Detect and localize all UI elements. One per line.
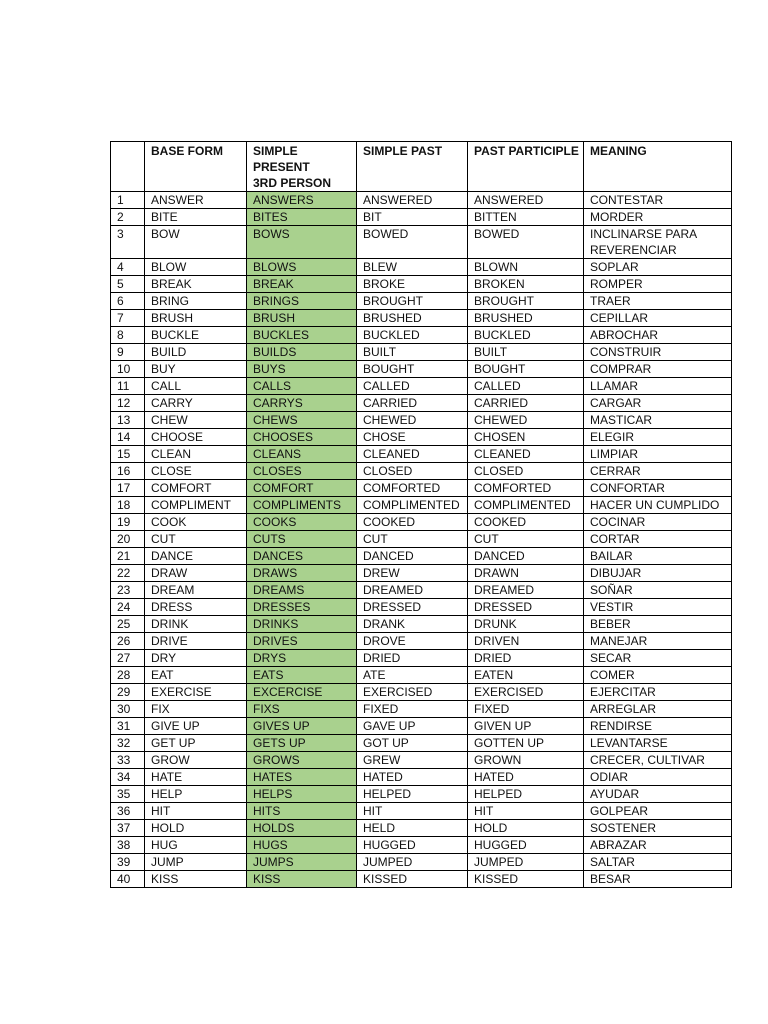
row-number: 9 <box>111 344 145 361</box>
simple-past-cell: ANSWERED <box>357 192 468 209</box>
meaning-cell: CONTESTAR <box>584 192 732 209</box>
simple-past-cell: CUT <box>357 531 468 548</box>
base-form-cell: CHOOSE <box>145 429 247 446</box>
simple-present-cell: BUCKLES <box>247 327 357 344</box>
base-form-cell: DRIVE <box>145 633 247 650</box>
base-form-cell: CHEW <box>145 412 247 429</box>
simple-past-cell: EXERCISED <box>357 684 468 701</box>
simple-present-cell: HUGS <box>247 837 357 854</box>
table-row <box>111 209 732 226</box>
table-row <box>111 650 732 667</box>
base-form-cell: HIT <box>145 803 247 820</box>
table-row <box>111 701 732 718</box>
simple-past-cell: COMFORTED <box>357 480 468 497</box>
row-number: 10 <box>111 361 145 378</box>
row-number: 6 <box>111 293 145 310</box>
row-number: 13 <box>111 412 145 429</box>
table-row <box>111 565 732 582</box>
simple-past-cell: BOUGHT <box>357 361 468 378</box>
simple-past-cell: BROKE <box>357 276 468 293</box>
simple-past-cell: BUILT <box>357 344 468 361</box>
simple-past-cell: DREAMED <box>357 582 468 599</box>
past-participle-cell: GROWN <box>468 752 584 769</box>
row-number: 21 <box>111 548 145 565</box>
base-form-cell: GIVE UP <box>145 718 247 735</box>
header-simple-past: SIMPLE PAST <box>357 142 468 192</box>
table-row <box>111 633 732 650</box>
simple-past-cell: CALLED <box>357 378 468 395</box>
base-form-cell: BUY <box>145 361 247 378</box>
table-row <box>111 837 732 854</box>
simple-past-cell: GREW <box>357 752 468 769</box>
row-number: 29 <box>111 684 145 701</box>
meaning-cell: ABRAZAR <box>584 837 732 854</box>
header-base-form: BASE FORM <box>145 142 247 192</box>
simple-present-cell: DRYS <box>247 650 357 667</box>
meaning-cell: BAILAR <box>584 548 732 565</box>
meaning-cell: BESAR <box>584 871 732 888</box>
row-number: 40 <box>111 871 145 888</box>
row-number: 38 <box>111 837 145 854</box>
meaning-cell: GOLPEAR <box>584 803 732 820</box>
simple-present-cell: EATS <box>247 667 357 684</box>
meaning-cell: MASTICAR <box>584 412 732 429</box>
table-row <box>111 497 732 514</box>
base-form-cell: KISS <box>145 871 247 888</box>
base-form-cell: EXERCISE <box>145 684 247 701</box>
past-participle-cell: COMFORTED <box>468 480 584 497</box>
base-form-cell: BRUSH <box>145 310 247 327</box>
base-form-cell: CARRY <box>145 395 247 412</box>
row-number: 3 <box>111 226 145 259</box>
past-participle-cell: CHOSEN <box>468 429 584 446</box>
past-participle-cell: HIT <box>468 803 584 820</box>
past-participle-cell: DRIVEN <box>468 633 584 650</box>
table-row <box>111 327 732 344</box>
meaning-cell: LEVANTARSE <box>584 735 732 752</box>
meaning-cell: SALTAR <box>584 854 732 871</box>
base-form-cell: CALL <box>145 378 247 395</box>
simple-present-cell: KISS <box>247 871 357 888</box>
row-number: 18 <box>111 497 145 514</box>
base-form-cell: COMPLIMENT <box>145 497 247 514</box>
row-number: 16 <box>111 463 145 480</box>
header-simple-present-line-2: PRESENT <box>253 160 310 174</box>
simple-past-cell: BOWED <box>357 226 468 259</box>
simple-present-cell: HITS <box>247 803 357 820</box>
past-participle-cell: DRIED <box>468 650 584 667</box>
meaning-cell: CERRAR <box>584 463 732 480</box>
simple-present-cell: DRIVES <box>247 633 357 650</box>
table-row <box>111 582 732 599</box>
row-number: 4 <box>111 259 145 276</box>
meaning-cell: COMER <box>584 667 732 684</box>
past-participle-cell: BRUSHED <box>468 310 584 327</box>
base-form-cell: BLOW <box>145 259 247 276</box>
meaning-cell: MORDER <box>584 209 732 226</box>
table-row <box>111 735 732 752</box>
verb-conjugation-table <box>110 141 732 888</box>
base-form-cell: BRING <box>145 293 247 310</box>
simple-present-cell: DREAMS <box>247 582 357 599</box>
table-row <box>111 463 732 480</box>
base-form-cell: EAT <box>145 667 247 684</box>
simple-past-cell: HELD <box>357 820 468 837</box>
table-row <box>111 192 732 209</box>
row-number: 37 <box>111 820 145 837</box>
simple-present-cell: CHOOSES <box>247 429 357 446</box>
past-participle-cell: EXERCISED <box>468 684 584 701</box>
simple-past-cell: BIT <box>357 209 468 226</box>
row-number: 28 <box>111 667 145 684</box>
past-participle-cell: BOUGHT <box>468 361 584 378</box>
past-participle-cell: COOKED <box>468 514 584 531</box>
simple-past-cell: DRANK <box>357 616 468 633</box>
past-participle-cell: CUT <box>468 531 584 548</box>
simple-present-cell: HOLDS <box>247 820 357 837</box>
simple-present-cell: COOKS <box>247 514 357 531</box>
meaning-cell: SOÑAR <box>584 582 732 599</box>
simple-past-cell: DREW <box>357 565 468 582</box>
meaning-cell: COCINAR <box>584 514 732 531</box>
table-row <box>111 820 732 837</box>
simple-past-cell: BROUGHT <box>357 293 468 310</box>
meaning-cell: LLAMAR <box>584 378 732 395</box>
meaning-cell: RENDIRSE <box>584 718 732 735</box>
past-participle-cell: GOTTEN UP <box>468 735 584 752</box>
simple-past-cell: GAVE UP <box>357 718 468 735</box>
table-row <box>111 293 732 310</box>
table-row <box>111 446 732 463</box>
table-row <box>111 344 732 361</box>
header-simple-present <box>247 142 357 192</box>
meaning-cell: ODIAR <box>584 769 732 786</box>
table-row <box>111 226 732 259</box>
meaning-cell: COMPRAR <box>584 361 732 378</box>
row-number: 8 <box>111 327 145 344</box>
meaning-cell: SOSTENER <box>584 820 732 837</box>
simple-present-cell: HELPS <box>247 786 357 803</box>
base-form-cell: BUCKLE <box>145 327 247 344</box>
past-participle-cell: KISSED <box>468 871 584 888</box>
row-number: 27 <box>111 650 145 667</box>
past-participle-cell: DANCED <box>468 548 584 565</box>
base-form-cell: BUILD <box>145 344 247 361</box>
row-number: 15 <box>111 446 145 463</box>
past-participle-cell: HOLD <box>468 820 584 837</box>
simple-present-cell: GIVES UP <box>247 718 357 735</box>
table-row <box>111 378 732 395</box>
meaning-cell: HACER UN CUMPLIDO <box>584 497 732 514</box>
base-form-cell: DRAW <box>145 565 247 582</box>
past-participle-cell: BROKEN <box>468 276 584 293</box>
past-participle-cell: FIXED <box>468 701 584 718</box>
row-number: 33 <box>111 752 145 769</box>
table-row <box>111 599 732 616</box>
simple-past-cell: DRESSED <box>357 599 468 616</box>
base-form-cell: FIX <box>145 701 247 718</box>
past-participle-cell: CARRIED <box>468 395 584 412</box>
past-participle-cell: BLOWN <box>468 259 584 276</box>
table-row <box>111 871 732 888</box>
past-participle-cell: HELPED <box>468 786 584 803</box>
table-row <box>111 548 732 565</box>
simple-past-cell: DROVE <box>357 633 468 650</box>
simple-past-cell: CHEWED <box>357 412 468 429</box>
past-participle-cell: EATEN <box>468 667 584 684</box>
simple-past-cell: ATE <box>357 667 468 684</box>
meaning-cell: ROMPER <box>584 276 732 293</box>
base-form-cell: DANCE <box>145 548 247 565</box>
simple-present-cell: BITES <box>247 209 357 226</box>
meaning-cell: SECAR <box>584 650 732 667</box>
table-body <box>111 192 732 888</box>
row-number: 14 <box>111 429 145 446</box>
simple-present-cell: COMPLIMENTS <box>247 497 357 514</box>
past-participle-cell: ANSWERED <box>468 192 584 209</box>
row-number: 22 <box>111 565 145 582</box>
past-participle-cell: DREAMED <box>468 582 584 599</box>
base-form-cell: BITE <box>145 209 247 226</box>
base-form-cell: CLEAN <box>145 446 247 463</box>
base-form-cell: BREAK <box>145 276 247 293</box>
base-form-cell: COOK <box>145 514 247 531</box>
past-participle-cell: CLOSED <box>468 463 584 480</box>
header-simple-present-line-3: 3RD PERSON <box>253 176 332 190</box>
base-form-cell: GROW <box>145 752 247 769</box>
row-number: 36 <box>111 803 145 820</box>
table-row <box>111 310 732 327</box>
simple-present-cell: FIXS <box>247 701 357 718</box>
simple-present-cell: COMFORT <box>247 480 357 497</box>
simple-present-cell: CARRYS <box>247 395 357 412</box>
simple-past-cell: HATED <box>357 769 468 786</box>
past-participle-cell: CHEWED <box>468 412 584 429</box>
row-number: 30 <box>111 701 145 718</box>
meaning-cell: VESTIR <box>584 599 732 616</box>
row-number: 23 <box>111 582 145 599</box>
header-past-participle: PAST PARTICIPLE <box>468 142 584 192</box>
past-participle-cell: CLEANED <box>468 446 584 463</box>
simple-present-cell: DRESSES <box>247 599 357 616</box>
simple-present-cell: JUMPS <box>247 854 357 871</box>
table-row <box>111 531 732 548</box>
row-number: 20 <box>111 531 145 548</box>
meaning-cell: ARREGLAR <box>584 701 732 718</box>
base-form-cell: CLOSE <box>145 463 247 480</box>
meaning-cell: ELEGIR <box>584 429 732 446</box>
base-form-cell: DREAM <box>145 582 247 599</box>
meaning-cell: CONSTRUIR <box>584 344 732 361</box>
simple-present-cell: GETS UP <box>247 735 357 752</box>
past-participle-cell: HUGGED <box>468 837 584 854</box>
simple-past-cell: CHOSE <box>357 429 468 446</box>
simple-past-cell: CLEANED <box>357 446 468 463</box>
row-number: 32 <box>111 735 145 752</box>
row-number: 17 <box>111 480 145 497</box>
base-form-cell: HELP <box>145 786 247 803</box>
base-form-cell: DRINK <box>145 616 247 633</box>
simple-present-cell: DRINKS <box>247 616 357 633</box>
row-number: 26 <box>111 633 145 650</box>
row-number: 7 <box>111 310 145 327</box>
base-form-cell: COMFORT <box>145 480 247 497</box>
table-row <box>111 803 732 820</box>
base-form-cell: HATE <box>145 769 247 786</box>
simple-past-cell: COOKED <box>357 514 468 531</box>
base-form-cell: HUG <box>145 837 247 854</box>
row-number: 24 <box>111 599 145 616</box>
row-number: 5 <box>111 276 145 293</box>
row-number: 39 <box>111 854 145 871</box>
simple-past-cell: HIT <box>357 803 468 820</box>
meaning-cell: DIBUJAR <box>584 565 732 582</box>
past-participle-cell: COMPLIMENTED <box>468 497 584 514</box>
simple-present-cell: DANCES <box>247 548 357 565</box>
past-participle-cell: BROUGHT <box>468 293 584 310</box>
simple-past-cell: BRUSHED <box>357 310 468 327</box>
past-participle-cell: BUCKLED <box>468 327 584 344</box>
row-number: 25 <box>111 616 145 633</box>
simple-present-cell: ANSWERS <box>247 192 357 209</box>
past-participle-cell: DRAWN <box>468 565 584 582</box>
simple-past-cell: BLEW <box>357 259 468 276</box>
table-row <box>111 429 732 446</box>
meaning-cell: LIMPIAR <box>584 446 732 463</box>
meaning-cell: CARGAR <box>584 395 732 412</box>
table-row <box>111 480 732 497</box>
simple-past-cell: DANCED <box>357 548 468 565</box>
simple-present-cell: CHEWS <box>247 412 357 429</box>
table-row <box>111 854 732 871</box>
past-participle-cell: GIVEN UP <box>468 718 584 735</box>
table-row <box>111 769 732 786</box>
past-participle-cell: CALLED <box>468 378 584 395</box>
simple-present-cell: BOWS <box>247 226 357 259</box>
past-participle-cell: HATED <box>468 769 584 786</box>
simple-present-cell: BRINGS <box>247 293 357 310</box>
meaning-cell: TRAER <box>584 293 732 310</box>
table-header-row <box>111 142 732 192</box>
simple-present-cell: DRAWS <box>247 565 357 582</box>
past-participle-cell: DRESSED <box>468 599 584 616</box>
row-number: 12 <box>111 395 145 412</box>
meaning-cell: CONFORTAR <box>584 480 732 497</box>
table-row <box>111 786 732 803</box>
row-number: 31 <box>111 718 145 735</box>
base-form-cell: GET UP <box>145 735 247 752</box>
simple-past-cell: COMPLIMENTED <box>357 497 468 514</box>
base-form-cell: DRY <box>145 650 247 667</box>
header-meaning: MEANING <box>584 142 732 192</box>
table-row <box>111 259 732 276</box>
simple-past-cell: BUCKLED <box>357 327 468 344</box>
simple-past-cell: FIXED <box>357 701 468 718</box>
row-number: 35 <box>111 786 145 803</box>
past-participle-cell: BOWED <box>468 226 584 259</box>
simple-present-cell: CLEANS <box>247 446 357 463</box>
table-row <box>111 616 732 633</box>
base-form-cell: JUMP <box>145 854 247 871</box>
meaning-cell: EJERCITAR <box>584 684 732 701</box>
table-row <box>111 684 732 701</box>
base-form-cell: BOW <box>145 226 247 259</box>
simple-past-cell: HELPED <box>357 786 468 803</box>
meaning-cell: MANEJAR <box>584 633 732 650</box>
table-row <box>111 412 732 429</box>
simple-present-cell: CLOSES <box>247 463 357 480</box>
table-row <box>111 514 732 531</box>
simple-present-cell: EXCERCISE <box>247 684 357 701</box>
row-number: 34 <box>111 769 145 786</box>
meaning-cell: INCLINARSE PARA REVERENCIAR <box>584 226 732 259</box>
simple-past-cell: HUGGED <box>357 837 468 854</box>
simple-present-cell: BREAK <box>247 276 357 293</box>
meaning-cell: CEPILLAR <box>584 310 732 327</box>
meaning-cell: SOPLAR <box>584 259 732 276</box>
simple-present-cell: BRUSH <box>247 310 357 327</box>
row-number: 19 <box>111 514 145 531</box>
base-form-cell: CUT <box>145 531 247 548</box>
header-simple-present-line-1: SIMPLE <box>253 144 298 158</box>
simple-past-cell: JUMPED <box>357 854 468 871</box>
meaning-cell: ABROCHAR <box>584 327 732 344</box>
simple-present-cell: CALLS <box>247 378 357 395</box>
table-row <box>111 395 732 412</box>
simple-past-cell: GOT UP <box>357 735 468 752</box>
simple-present-cell: BUYS <box>247 361 357 378</box>
table-row <box>111 667 732 684</box>
table-row <box>111 752 732 769</box>
past-participle-cell: JUMPED <box>468 854 584 871</box>
past-participle-cell: DRUNK <box>468 616 584 633</box>
simple-past-cell: KISSED <box>357 871 468 888</box>
base-form-cell: ANSWER <box>145 192 247 209</box>
meaning-cell: BEBER <box>584 616 732 633</box>
header-number <box>111 142 145 192</box>
base-form-cell: DRESS <box>145 599 247 616</box>
simple-present-cell: GROWS <box>247 752 357 769</box>
row-number: 2 <box>111 209 145 226</box>
meaning-cell: CORTAR <box>584 531 732 548</box>
simple-past-cell: DRIED <box>357 650 468 667</box>
row-number: 1 <box>111 192 145 209</box>
table-row <box>111 361 732 378</box>
table-row <box>111 718 732 735</box>
simple-past-cell: CLOSED <box>357 463 468 480</box>
base-form-cell: HOLD <box>145 820 247 837</box>
simple-present-cell: CUTS <box>247 531 357 548</box>
past-participle-cell: BITTEN <box>468 209 584 226</box>
row-number: 11 <box>111 378 145 395</box>
simple-present-cell: HATES <box>247 769 357 786</box>
past-participle-cell: BUILT <box>468 344 584 361</box>
simple-present-cell: BLOWS <box>247 259 357 276</box>
simple-present-cell: BUILDS <box>247 344 357 361</box>
simple-past-cell: CARRIED <box>357 395 468 412</box>
meaning-cell: CRECER, CULTIVAR <box>584 752 732 769</box>
table-row <box>111 276 732 293</box>
meaning-cell: AYUDAR <box>584 786 732 803</box>
